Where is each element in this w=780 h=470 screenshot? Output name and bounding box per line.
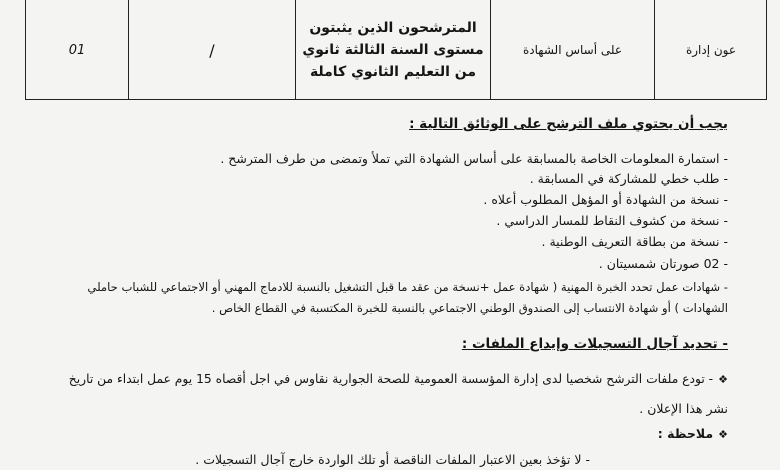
table-bottom-border xyxy=(25,99,767,100)
recruitment-mode-cell: على أساس الشهادة xyxy=(490,0,654,100)
level-line-1: المترشحون الذين يثبتون xyxy=(309,20,477,36)
rank-cell: عون إدارة xyxy=(654,0,767,100)
documents-heading: يجب أن يحتوي ملف الترشح على الوثائق التالية : xyxy=(409,116,728,132)
level-line-3: من التعليم الثانوي كاملة xyxy=(309,64,477,80)
note-label: ملاحظة : xyxy=(657,426,714,441)
document-item-1: - استمارة المعلومات الخاصة بالمسابقة على أساس الشهادة التي تملأ وتمضى من طرف المترشح . xyxy=(220,151,728,166)
positions-count-cell: 01 xyxy=(25,0,128,100)
deadline-heading: - تحديد آجال التسجيلات وإيداع الملفات : xyxy=(461,336,728,352)
diploma-cell: / xyxy=(128,0,295,100)
deadline-text-1: - تودع ملفات الترشح شخصيا لدى إدارة المؤسسة العمومية للصحة الجوارية نقاوس في اجل أقصاه 15 يوم عمل ابتداء من تاريخ xyxy=(68,372,714,386)
diamond-bullet-icon: ❖ xyxy=(718,373,728,386)
document-item-7: - شهادات عمل تحدد الخبرة المهنية ( شهادة عمل +نسخة من عقد ما قبل التشغيل بالنسبة للادماج المهني أو الاجتماعي للشباب حاملي xyxy=(87,280,728,294)
document-item-3: - نسخة من الشهادة أو المؤهل المطلوب أعلاه . xyxy=(483,192,728,207)
document-item-6: - 02 صورتان شمسيتان . xyxy=(598,256,728,271)
document-item-5: - نسخة من بطاقة التعريف الوطنية . xyxy=(541,234,728,249)
note-label-line xyxy=(658,426,728,441)
document-item-4: - نسخة من كشوف النقاط للمسار الدراسي . xyxy=(496,213,728,228)
document-item-7-continued: الشهادات ) أو شهادة الانتساب إلى الصندوق الوطني الاجتماعي بالنسبة للخبرة المكتسبة في القطاع الخاص . xyxy=(211,301,728,315)
deadline-text-line-1 xyxy=(69,372,728,386)
note-text: - لا تؤخذ بعين الاعتبار الملفات الناقصة أو تلك الواردة خارج آجال التسجيلات . xyxy=(195,452,590,467)
positions-table xyxy=(25,0,767,100)
deadline-text-line-2: نشر هذا الإعلان . xyxy=(639,401,728,416)
level-line-2: مستوى السنة الثالثة ثانوي xyxy=(302,42,484,58)
document-item-2: - طلب خطي للمشاركة في المسابقة . xyxy=(529,171,728,186)
diamond-bullet-icon: ❖ xyxy=(718,428,728,441)
required-level-cell xyxy=(295,0,490,100)
